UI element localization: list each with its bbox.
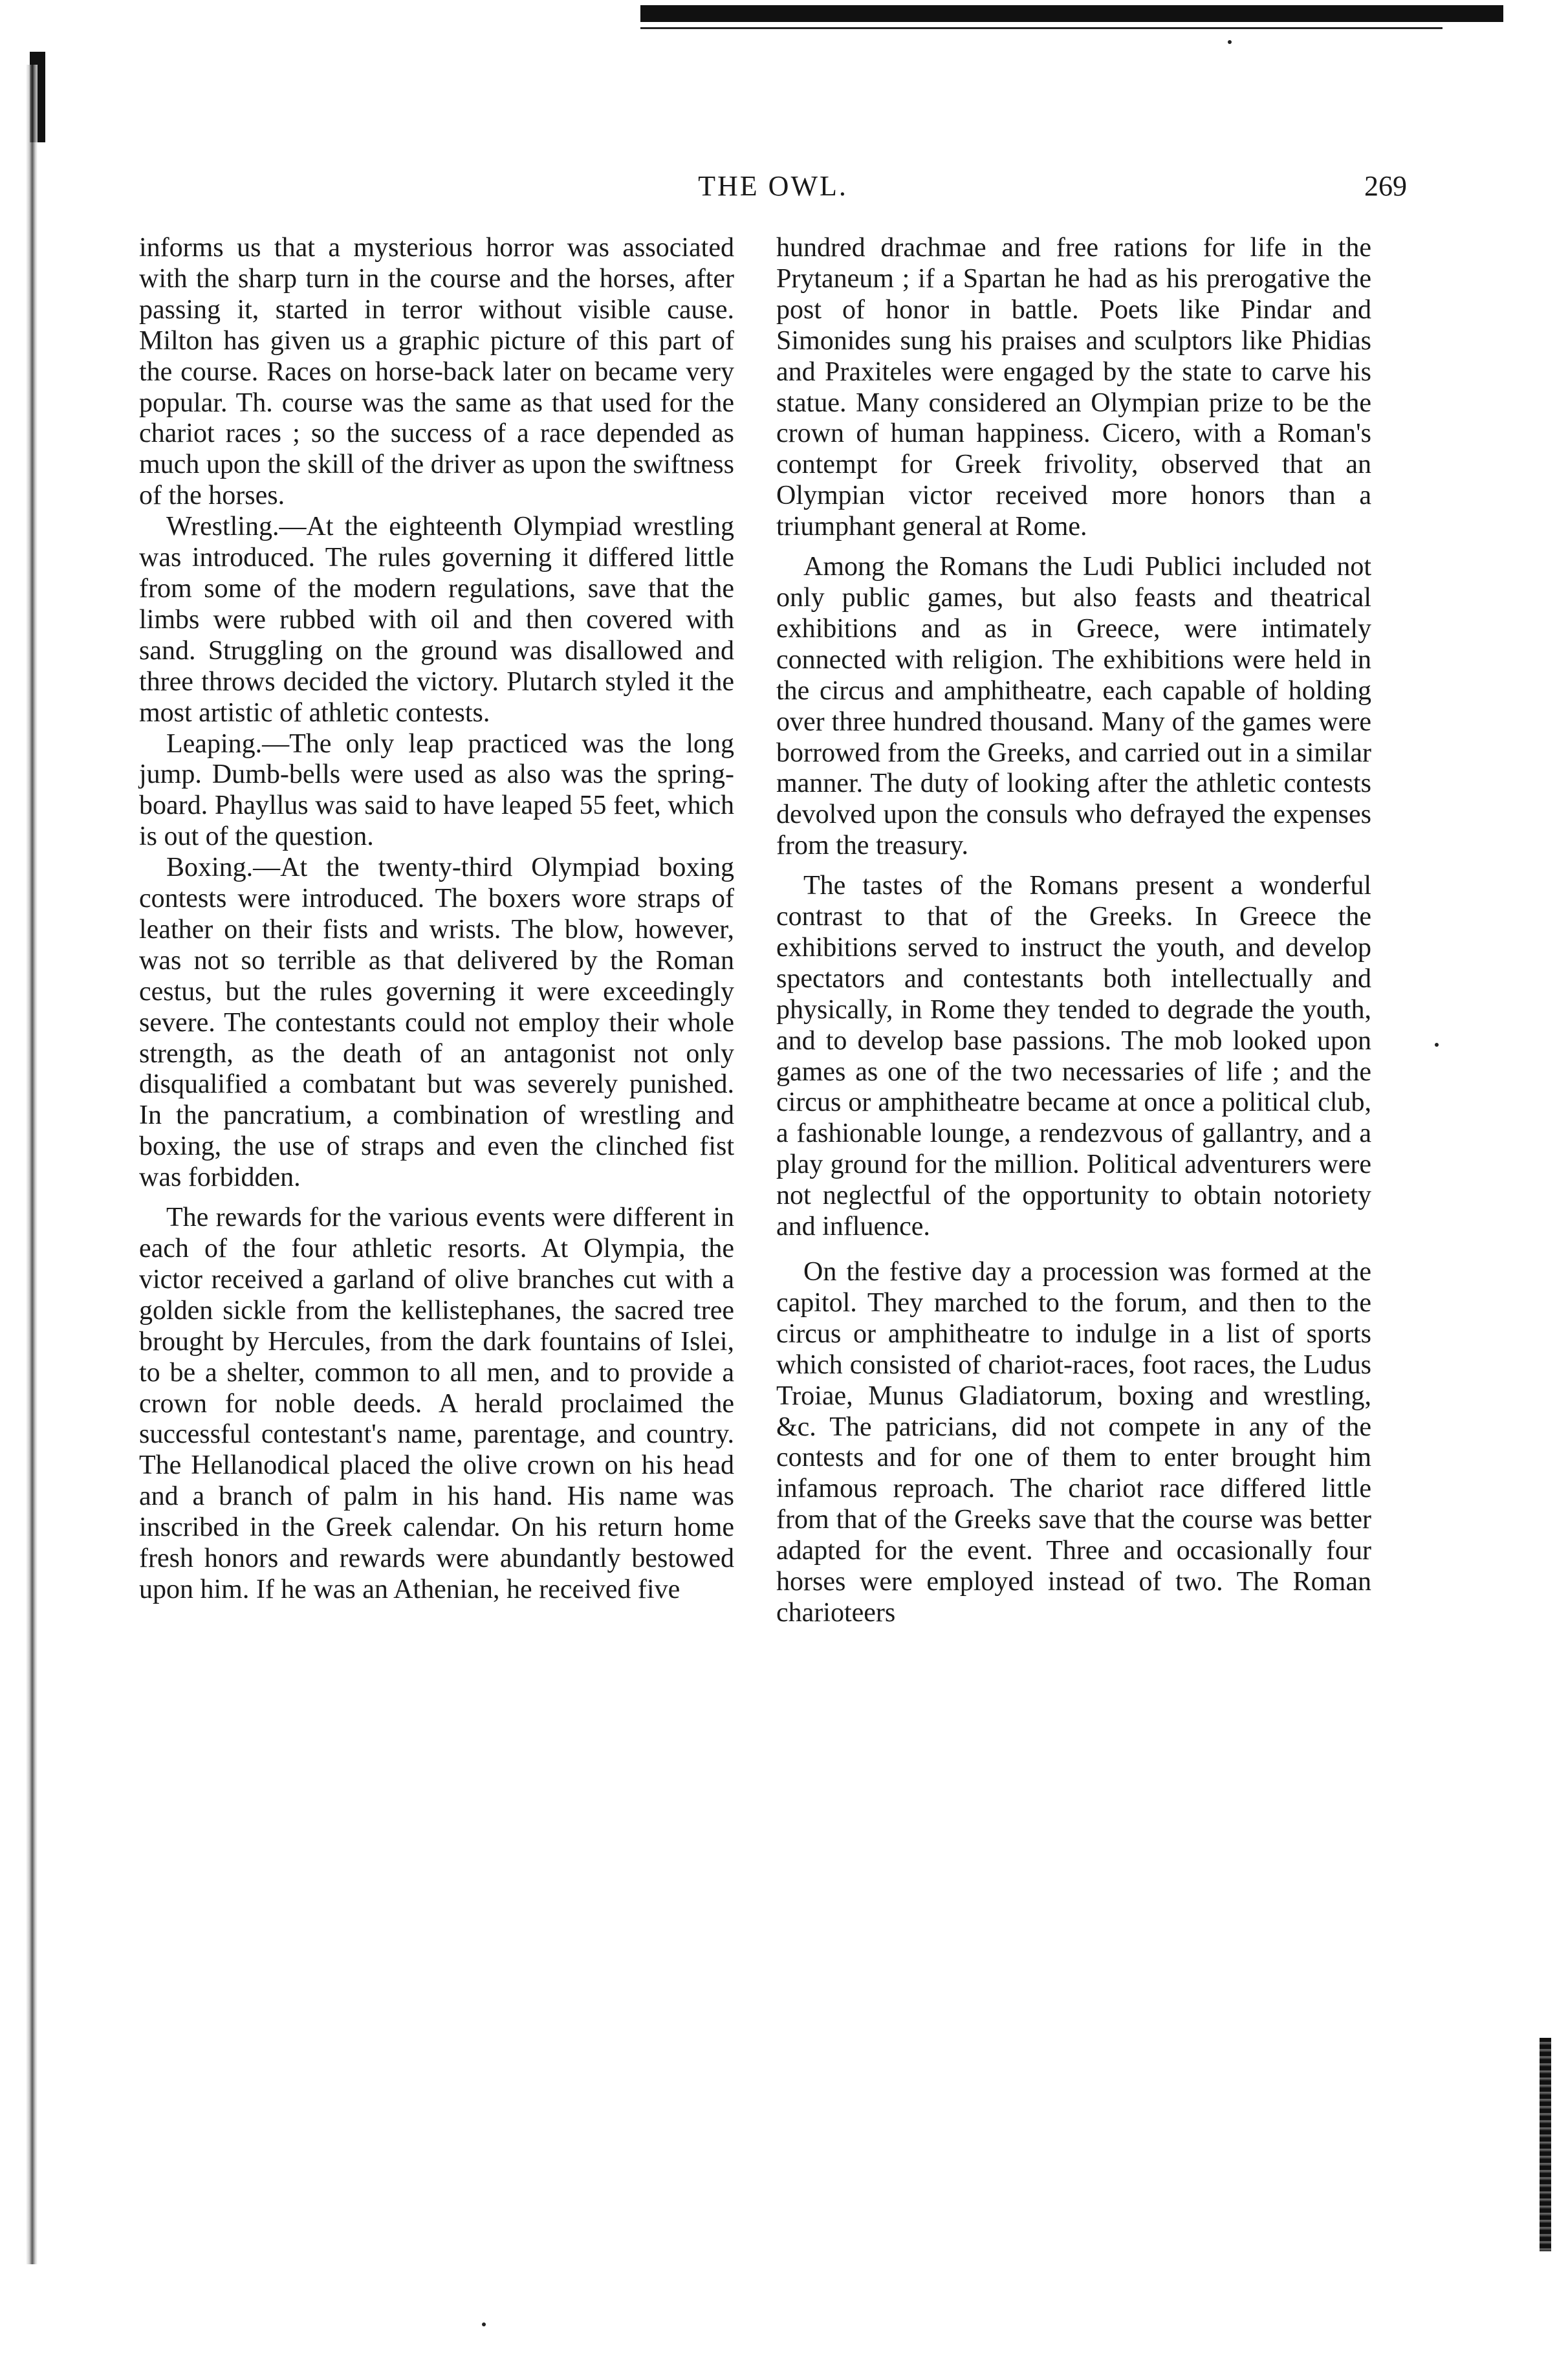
right-column (776, 233, 1371, 1629)
top-rule-thin (640, 27, 1443, 29)
page-number: 269 (1364, 170, 1407, 202)
paragraph: Among the Romans the Ludi Publici included not only public games, but also feasts and theatrical exhibitions and as in Greece, were intimately connected with religion. The exhibitions were held in the circus and amphitheatre, each capable of holding over three hundred thousand. Many of the games were borrowed from the Greeks, and carried out in a similar manner. The duty of looking after the athletic contests devolved upon the consuls who defrayed the expenses from the treasury. (776, 552, 1371, 861)
paragraph: informs us that a mysterious horror was associated with the sharp turn in the course and the horses, after passing it, started in terror without visible cause. Milton has given us a graphic picture of this part of the course. Races on horse-back later on became very popular. Th. course was the same as that used for the chariot races ; so the success of a race depended as much upon the skill of the driver as upon the swiftness of the horses. (139, 233, 734, 511)
paragraph: hundred drachmae and free rations for life in the Prytaneum ; if a Spartan he had as his prerogative the post of honor in battle. Poets like Pindar and Simonides sung his praises and sculptors like Phidias and Praxiteles were engaged by the state to carve his statue. Many considered an Olympian prize to be the crown of human happiness. Cicero, with a Roman's contempt for Greek frivolity, observed that an Olympian victor received more honors than a triumphant general at Rome. (776, 233, 1371, 542)
paragraph: Leaping.—The only leap practiced was the long jump. Dumb-bells were used as also was the spring-board. Phayllus was said to have leaped 55 feet, which is out of the question. (139, 728, 734, 852)
scan-speck (482, 2322, 486, 2326)
scan-speck (1228, 40, 1232, 44)
scan-edge-artifact (1540, 2038, 1551, 2251)
paragraph: Boxing.—At the twenty-third Olympiad boxing contests were introduced. The boxers wore straps of leather on their fists and wrists. The blow, however, was not so terrible as that delivered by the Roman cestus, but the rules governing it were exceedingly severe. The contestants could not employ their whole strength, as the death of an antagonist not only disqualified a combatant but was severely punished. In the pancratium, a combination of wrestling and boxing, the use of straps and even the clinched fist was forbidden. (139, 853, 734, 1193)
paragraph: The tastes of the Romans present a wonderful contrast to that of the Greeks. In Greece the exhibitions served to instruct the youth, and develop spectators and contestants both intellectually and physically, in Rome they tended to degrade the youth, and to develop base passions. The mob looked upon games as one of the two necessaries of life ; and the circus or amphitheatre became at once a political club, a fashionable lounge, a rendezvous of gallantry, and a play ground for the million. Political adventurers were not neglectful of the opportunity to obtain notoriety and influence. (776, 871, 1371, 1242)
page-binding-shadow (26, 65, 38, 2264)
paragraph: The rewards for the various events were different in each of the four athletic resorts. At Olympia, the victor received a garland of olive branches cut with a golden sickle from the kellistephanes, the sacred tree brought by Hercules, from the dark fountains of Islei, to be a shelter, common to all men, and to provide a crown for noble deeds. A herald proclaimed the successful contestant's name, parentage, and country. The Hellanodical placed the olive crown on his head and a branch of palm in his hand. His name was inscribed in the Greek calendar. On his return home fresh honors and rewards were abundantly bestowed upon him. If he was an Athenian, he received five (139, 1203, 734, 1604)
running-title: THE OWL. (698, 170, 848, 202)
top-rule (640, 5, 1503, 22)
left-column (139, 233, 734, 1606)
running-head (139, 169, 1407, 208)
paragraph: On the festive day a procession was formed at the capitol. They marched to the forum, and then to the circus or amphitheatre to indulge in a list of sports which consisted of chariot-races, foot races, the Ludus Troiae, Munus Gladiatorum, boxing and wrestling, &c. The patricians, did not compete in any of the contests and for one of them to enter brought him infamous reproach. The chariot race differed little from that of the Greeks save that the course was better adapted for the event. Three and occasionally four horses were employed instead of two. The Roman charioteers (776, 1257, 1371, 1628)
paragraph: Wrestling.—At the eighteenth Olympiad wrestling was introduced. The rules governing it differed little from some of the modern regulations, save that the limbs were rubbed with oil and then covered with sand. Struggling on the ground was disallowed and three throws decided the victory. Plutarch styled it the most artistic of athletic contests. (139, 512, 734, 728)
scan-speck (1435, 1043, 1439, 1047)
